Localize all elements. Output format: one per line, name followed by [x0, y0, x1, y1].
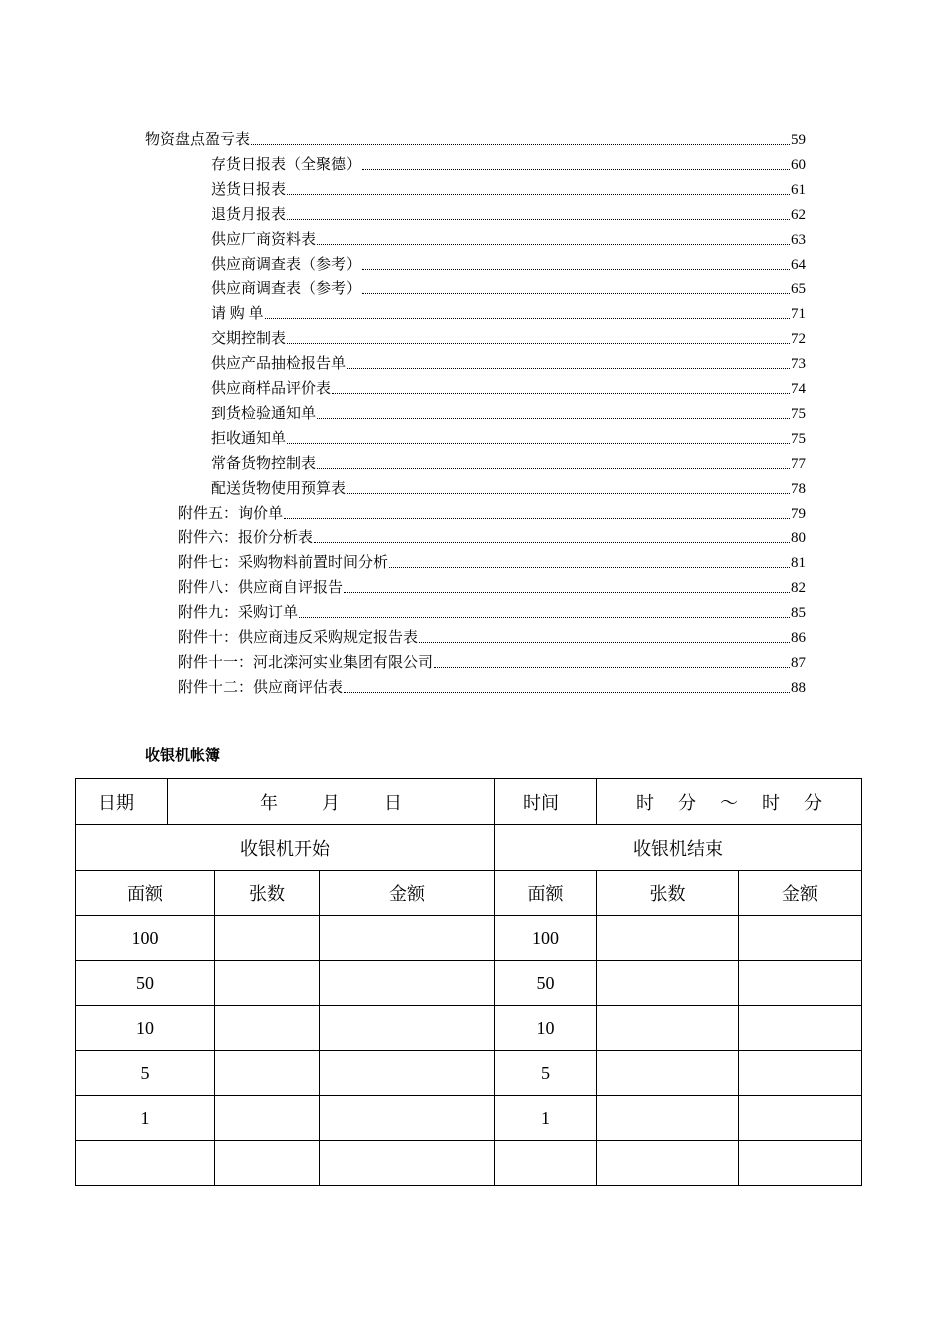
time-separator: ～	[720, 792, 739, 813]
toc-dot-leader	[362, 292, 790, 294]
end-amount-cell[interactable]	[739, 1051, 862, 1096]
start-denomination-cell: 100	[76, 916, 215, 961]
end-amount-cell[interactable]	[739, 916, 862, 961]
toc-entry[interactable]	[211, 323, 806, 348]
end-denomination-cell: 50	[495, 961, 597, 1006]
end-amount-cell[interactable]	[739, 961, 862, 1006]
end-amount-cell[interactable]	[739, 1006, 862, 1051]
end-count-header: 张数	[597, 871, 739, 916]
toc-entry-title: 附件八：供应商自评报告	[178, 580, 344, 597]
toc-entry-page: 62	[791, 206, 806, 223]
table-row	[76, 1051, 862, 1096]
toc-dot-leader	[287, 442, 790, 444]
table-row	[76, 916, 862, 961]
toc-entry[interactable]	[211, 448, 806, 473]
toc-entry-page: 82	[791, 580, 806, 597]
end-denomination-cell: 1	[495, 1096, 597, 1141]
toc-entry[interactable]	[211, 348, 806, 373]
toc-entry-title: 附件十一：河北滦河实业集团有限公司	[178, 654, 434, 671]
toc-dot-leader	[287, 342, 790, 344]
month-label: 月	[322, 792, 341, 813]
toc-entry-page: 71	[791, 306, 806, 323]
toc-entry-title: 存货日报表（全聚德）	[211, 156, 362, 173]
toc-entry[interactable]	[211, 423, 806, 448]
toc-entry[interactable]	[211, 174, 806, 199]
start-count-header: 张数	[215, 871, 320, 916]
toc-dot-leader	[389, 566, 790, 568]
toc-entry-title: 物资盘点盈亏表	[145, 132, 251, 148]
start-count-cell[interactable]	[215, 1051, 320, 1096]
toc-dot-leader	[251, 143, 790, 145]
toc-entry[interactable]	[145, 124, 806, 149]
end-amount-cell[interactable]	[739, 1141, 862, 1186]
toc-entry-title: 拒收通知单	[211, 430, 287, 447]
toc-entry-page: 73	[791, 356, 806, 373]
minute-label-2: 分	[804, 792, 823, 813]
end-count-cell[interactable]	[597, 916, 739, 961]
start-denomination-cell: 1	[76, 1096, 215, 1141]
toc-entry[interactable]	[211, 149, 806, 174]
toc-entry-title: 供应商调查表（参考）	[211, 256, 362, 273]
end-count-cell[interactable]	[597, 1141, 739, 1186]
start-count-cell[interactable]	[215, 961, 320, 1006]
end-denomination-cell: 100	[495, 916, 597, 961]
toc-entry-title: 供应商调查表（参考）	[211, 281, 362, 298]
year-label: 年	[260, 792, 279, 813]
toc-dot-leader	[434, 666, 790, 668]
end-count-cell[interactable]	[597, 1051, 739, 1096]
toc-entry-title: 供应产品抽检报告单	[211, 356, 347, 373]
start-amount-cell[interactable]	[320, 961, 495, 1006]
toc-dot-leader	[314, 541, 790, 543]
toc-entry-title: 附件五：询价单	[178, 505, 284, 522]
toc-entry-title: 到货检验通知单	[211, 405, 317, 422]
toc-entry-page: 60	[791, 156, 806, 173]
table-row	[76, 961, 862, 1006]
toc-entry[interactable]	[178, 522, 806, 547]
date-time-row	[76, 779, 862, 825]
toc-entry[interactable]	[211, 273, 806, 298]
toc-entry[interactable]	[178, 572, 806, 597]
start-count-cell[interactable]	[215, 1096, 320, 1141]
register-end-header: 收银机结束	[495, 825, 862, 871]
toc-entry-page: 87	[791, 654, 806, 671]
start-amount-header: 金额	[320, 871, 495, 916]
toc-entry-page: 81	[791, 555, 806, 572]
toc-dot-leader	[284, 517, 790, 519]
toc-entry[interactable]	[178, 498, 806, 523]
toc-entry-title: 附件九：采购订单	[178, 605, 299, 622]
toc-dot-leader	[287, 218, 790, 220]
end-amount-cell[interactable]	[739, 1096, 862, 1141]
start-amount-cell[interactable]	[320, 1051, 495, 1096]
toc-dot-leader	[287, 193, 790, 195]
register-start-header: 收银机开始	[76, 825, 495, 871]
ledger-title: 收银机帐簿	[145, 747, 221, 764]
start-count-cell[interactable]	[215, 916, 320, 961]
end-denomination-cell	[495, 1141, 597, 1186]
start-count-cell[interactable]	[215, 1006, 320, 1051]
toc-dot-leader	[332, 392, 790, 394]
toc-entry-page: 64	[791, 256, 806, 273]
toc-dot-leader	[347, 492, 790, 494]
toc-entry-page: 80	[791, 530, 806, 547]
toc-entry-page: 88	[791, 679, 806, 696]
section-header-row	[76, 825, 862, 871]
toc-entry-page: 59	[791, 132, 806, 148]
start-amount-cell[interactable]	[320, 1141, 495, 1186]
toc-entry-title: 配送货物使用预算表	[211, 480, 347, 497]
toc-entry-page: 72	[791, 331, 806, 348]
start-count-cell[interactable]	[215, 1141, 320, 1186]
table-row	[76, 1096, 862, 1141]
toc-dot-leader	[344, 691, 790, 693]
end-count-cell[interactable]	[597, 1096, 739, 1141]
toc-entry[interactable]	[178, 547, 806, 572]
day-label: 日	[384, 792, 403, 813]
end-denomination-header: 面额	[495, 871, 597, 916]
start-denomination-cell: 5	[76, 1051, 215, 1096]
toc-entry-title: 附件十：供应商违反采购规定报告表	[178, 630, 419, 646]
toc-entry[interactable]	[211, 199, 806, 224]
start-denomination-cell	[76, 1141, 215, 1186]
toc-entry-page: 78	[791, 480, 806, 497]
toc-entry-title: 附件十二：供应商评估表	[178, 679, 344, 696]
cash-register-ledger-table	[75, 778, 862, 1186]
toc-dot-leader	[362, 168, 790, 170]
toc-entry[interactable]	[211, 298, 806, 323]
toc-dot-leader	[299, 616, 790, 618]
end-denomination-cell: 10	[495, 1006, 597, 1051]
toc-entry-title: 供应厂商资料表	[211, 231, 317, 248]
time-label: 时间	[495, 779, 597, 825]
toc-dot-leader	[419, 641, 790, 643]
toc-entry-page: 79	[791, 505, 806, 522]
toc-entry[interactable]	[211, 473, 806, 498]
start-amount-cell[interactable]	[320, 1096, 495, 1141]
toc-entry[interactable]	[211, 224, 806, 249]
end-amount-header: 金额	[739, 871, 862, 916]
toc-entry-page: 86	[791, 630, 806, 646]
toc-entry[interactable]	[178, 672, 806, 697]
end-count-cell[interactable]	[597, 961, 739, 1006]
toc-entry-title: 退货月报表	[211, 206, 287, 223]
toc-entry-title: 供应商样品评价表	[211, 381, 332, 397]
toc-entry-title: 常备货物控制表	[211, 455, 317, 472]
start-amount-cell[interactable]	[320, 916, 495, 961]
start-denomination-cell: 10	[76, 1006, 215, 1051]
toc-entry-page: 63	[791, 231, 806, 248]
toc-dot-leader	[317, 467, 790, 469]
toc-entry-title: 交期控制表	[211, 331, 287, 348]
toc-entry-page: 65	[791, 281, 806, 298]
column-header-row	[76, 871, 862, 916]
toc-entry-page: 85	[791, 605, 806, 622]
start-denomination-header: 面额	[76, 871, 215, 916]
toc-entry-title: 附件六：报价分析表	[178, 530, 314, 547]
minute-label-1: 分	[678, 792, 697, 813]
time-field[interactable]	[597, 779, 862, 825]
table-row	[76, 1006, 862, 1051]
toc-dot-leader	[344, 591, 790, 593]
toc-entry-title: 附件七：采购物料前置时间分析	[178, 555, 389, 572]
hour-label-2: 时	[762, 792, 781, 813]
date-field[interactable]	[168, 779, 495, 825]
toc-entry-page: 75	[791, 405, 806, 422]
toc-entry[interactable]	[178, 597, 806, 622]
toc-entry-title: 送货日报表	[211, 181, 287, 198]
toc-entry[interactable]	[211, 373, 806, 398]
toc-entry-page: 61	[791, 181, 806, 198]
end-count-cell[interactable]	[597, 1006, 739, 1051]
toc-dot-leader	[347, 367, 790, 369]
start-denomination-cell: 50	[76, 961, 215, 1006]
toc-entry-page: 77	[791, 455, 806, 472]
toc-dot-leader	[317, 243, 790, 245]
toc-entry-page: 74	[791, 381, 806, 397]
toc-entry-page: 75	[791, 430, 806, 447]
toc-dot-leader	[362, 268, 790, 270]
toc-dot-leader	[317, 417, 790, 419]
toc-entry-title: 请 购 单	[211, 306, 264, 323]
toc-entry[interactable]	[211, 398, 806, 423]
start-amount-cell[interactable]	[320, 1006, 495, 1051]
toc-entry[interactable]	[211, 249, 806, 274]
hour-label-1: 时	[636, 792, 655, 813]
date-label: 日期	[76, 779, 168, 825]
toc-entry[interactable]	[178, 647, 806, 672]
toc-entry[interactable]	[178, 622, 806, 647]
end-denomination-cell: 5	[495, 1051, 597, 1096]
toc-dot-leader	[265, 317, 790, 319]
table-row	[76, 1141, 862, 1186]
